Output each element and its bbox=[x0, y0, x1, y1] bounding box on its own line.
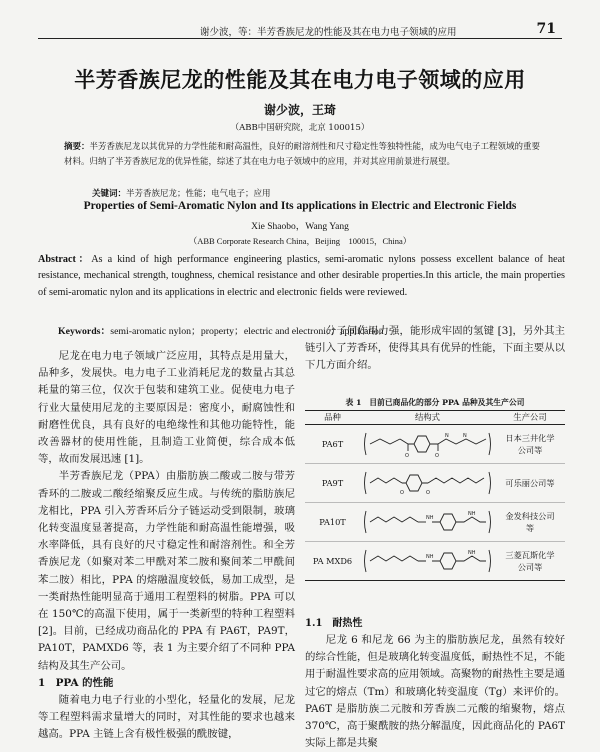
right-column-top bbox=[305, 323, 565, 375]
title-en: Properties of Semi-Aromatic Nylon and Its applications in Electric and Electronic Fields bbox=[83, 200, 517, 212]
structure-formula bbox=[360, 427, 495, 461]
table-header-structure: 结构式 bbox=[414, 412, 441, 422]
abstract-en bbox=[38, 252, 565, 301]
row-maker-line2: 公司等 bbox=[517, 562, 543, 572]
row-maker bbox=[495, 510, 565, 534]
row-maker-line1: 可乐丽公司等 bbox=[505, 478, 555, 488]
row-maker bbox=[495, 432, 565, 456]
table-row bbox=[305, 542, 565, 580]
left-column bbox=[38, 348, 295, 744]
svg-text:NH: NH bbox=[426, 554, 434, 560]
svg-text:N: N bbox=[463, 433, 467, 439]
page-header bbox=[0, 0, 600, 40]
keywords-en-label: Keywords： bbox=[58, 326, 111, 337]
abstract-cn-label: 摘要： bbox=[64, 142, 90, 152]
svg-text:N: N bbox=[445, 433, 449, 439]
row-maker bbox=[495, 477, 565, 489]
left-paragraph-2: 半芳香族尼龙（PPA）由脂肪族二酸或二胺与带芳香环的二胺或二酸经缩聚反应生成。与传统的脂肪族尼龙相比，PPA 引入芳香环后分子链运动受到限制，玻璃化转变温度显著提高，力学性能和耐高温性能增强，吸水率降低，具有良好的尺寸稳定性和耐溶剂性。和全芳香族尼龙（如聚对苯二甲酰对苯二胺和聚间苯二甲酰间苯二胺）相比，PPA 的熔融温度较低，易加工成型，是一类耐热性能明显高于通用工程塑料的树脂。PPA 可以在 150℃的高温下使用，属于一类新型的特种工程塑料 [2]。目前，已经成功商品化的 PPA 有 PA6T，PA9T，PA10T，PAMXD6 等，表 1 为主要介绍了不同种 PPA 结构及其生产公司。 bbox=[38, 470, 295, 672]
row-maker-line1: 日本三井化学 bbox=[505, 433, 555, 443]
authors-en: Xie Shaobo，Wang Yang bbox=[251, 222, 349, 232]
keywords-en-text: semi-aromatic nylon；property；electric and electronic；application bbox=[110, 326, 384, 337]
svg-text:O: O bbox=[435, 453, 439, 459]
keywords-cn-text: 半芳香族尼龙；性能；电气电子；应用 bbox=[126, 189, 271, 199]
abstract-en-text: As a kind of high performance engineering plastics, semi-aromatic nylons possess excellent balance of heat resistance, mechanical strength, toughness, chemical resistance and other desirable properties.In this article, the main properties of semi-aromatic nylon and its applications in electric and electronic fields were reviewed. bbox=[38, 254, 565, 298]
structure-formula bbox=[360, 505, 495, 539]
table-header-row bbox=[305, 411, 565, 425]
abstract-cn bbox=[64, 140, 544, 169]
right-paragraph-1: 分子间作用力强，能形成牢固的氢键 [3]，另外其主链引入了芳香环，使得其具有优异的性能，下面主要从以下几方面介绍。 bbox=[305, 325, 565, 372]
keywords-cn-label: 关键词： bbox=[92, 189, 127, 199]
row-name: PA9T bbox=[321, 478, 344, 488]
table-row bbox=[305, 425, 565, 464]
row-maker bbox=[495, 549, 565, 573]
table-header-maker: 生产公司 bbox=[513, 412, 547, 422]
structure-formula bbox=[360, 544, 495, 578]
table-header-name: 品种 bbox=[324, 412, 341, 422]
svg-text:NH: NH bbox=[426, 515, 434, 521]
article-title: 半芳香族尼龙的性能及其在电力电子领域的应用 bbox=[74, 67, 526, 92]
table-row bbox=[305, 503, 565, 542]
table-row bbox=[305, 464, 565, 503]
subsection-heading: 1.1 耐热性 bbox=[305, 618, 363, 629]
right-paragraph-2: 尼龙 6 和尼龙 66 为主的脂肪族尼龙，虽然有较好的综合性能，但是玻璃化转变温度低，耐热性不足，不能用于耐温性要求高的应用领域。高聚物的耐热性主要是通过它的熔点（Tm）和玻璃化转变温度（Tg）来评价的。PA6T 是脂肪族二元胺和芳香族二元酸的缩聚物，熔点 370℃，高于聚酰胺的热分解温度，因此商品化的 PA6T 实际上都是共聚 bbox=[305, 634, 565, 750]
svg-text:NH: NH bbox=[468, 550, 476, 556]
row-maker-line2: 等 bbox=[525, 523, 535, 533]
table-1 bbox=[305, 410, 565, 581]
right-column-bottom bbox=[305, 632, 565, 752]
row-name: PA10T bbox=[319, 517, 346, 527]
keywords-cn bbox=[92, 187, 271, 199]
svg-text:O: O bbox=[426, 490, 430, 496]
page-number: 71 bbox=[536, 21, 556, 37]
left-paragraph-1: 尼龙在电力电子领域广泛应用，其特点是用量大，品种多，发展快。电力电子工业消耗尼龙的数量占其总耗量的第三位，仅次于包装和建筑工业。促使电力电子行业大量使用尼龙的主要原因是：密度小，耐腐蚀性和耐磨性优良，具有良好的电绝缘性和其他功能特性，能改善器材的使用性能，且制造工业简便，综合成本低等，故而发展迅速 [1]。 bbox=[38, 350, 295, 466]
affiliation-en: （ABB Corporate Research China，Beijing 100015，China） bbox=[188, 236, 412, 246]
abstract-cn-text: 半芳香族尼龙以其优异的力学性能和耐高温性，良好的耐溶剂性和尺寸稳定性等独特性能，成为电气电子工程领域的重要材料。归纳了半芳香族尼龙的优异性能，综述了其在电力电子领域中的应用，并对其应用前景进行展望。 bbox=[64, 142, 541, 167]
row-maker-line1: 三菱瓦斯化学 bbox=[505, 550, 555, 560]
row-name: PA MXD6 bbox=[312, 556, 353, 566]
row-maker-line2: 公司等 bbox=[517, 445, 543, 455]
svg-text:O: O bbox=[400, 490, 404, 496]
running-head: 谢少波，等：半芳香族尼龙的性能及其在电力电子领域的应用 bbox=[200, 27, 457, 38]
abstract-en-label: Abstract： bbox=[38, 254, 92, 265]
structure-formula bbox=[360, 466, 495, 500]
authors: 谢少波，王琦 bbox=[263, 103, 336, 117]
row-name: PA6T bbox=[321, 439, 344, 449]
table-caption: 表 1 目前已商品化的部分 PPA 品种及其生产公司 bbox=[345, 398, 525, 407]
affiliation: （ABB中国研究院，北京 100015） bbox=[230, 123, 370, 133]
row-maker-line1: 金发科技公司 bbox=[505, 511, 555, 521]
svg-text:NH: NH bbox=[468, 511, 476, 517]
left-paragraph-3: 随着电力电子行业的小型化，轻量化的发展，尼龙等工程塑料需求量增大的同时，对其性能的要求也越来越高。PPA 主链上含有极性极强的酰胺键， bbox=[38, 694, 295, 741]
header-rule bbox=[38, 38, 562, 39]
svg-text:O: O bbox=[405, 453, 409, 459]
section-heading-1: 1 PPA 的性能 bbox=[38, 676, 114, 689]
